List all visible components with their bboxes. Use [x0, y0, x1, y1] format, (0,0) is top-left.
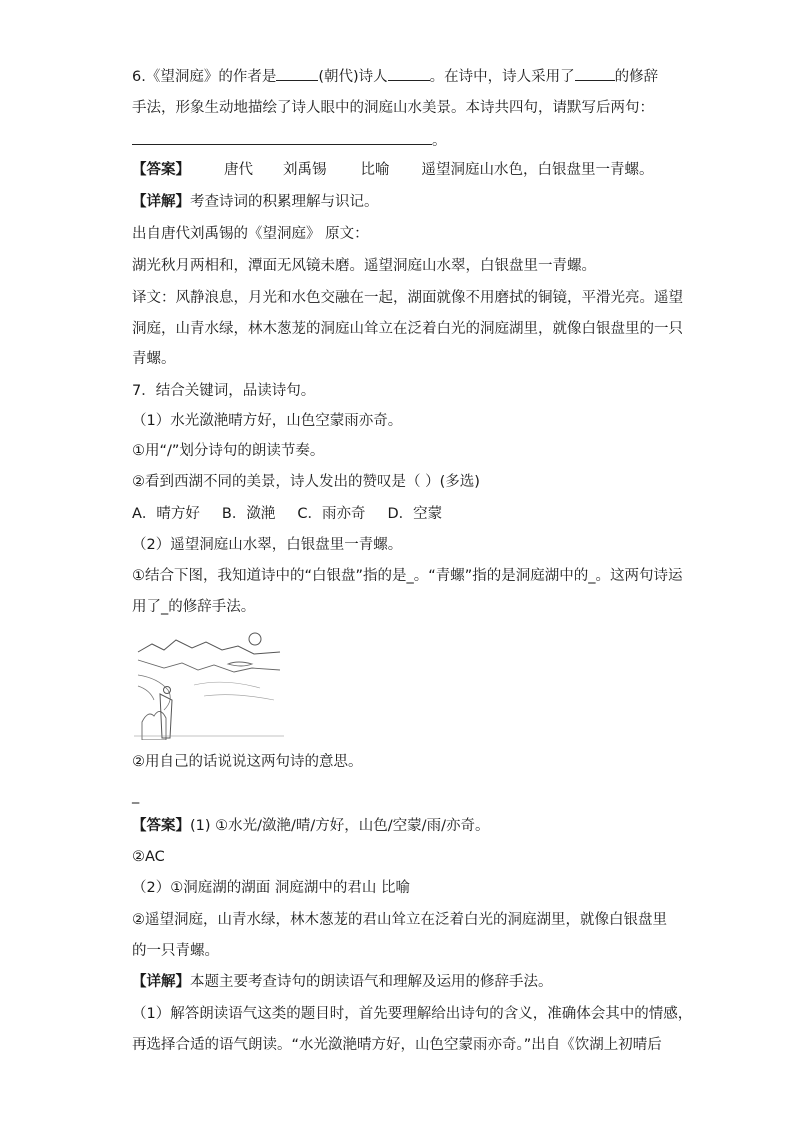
- q7-part1-q1: ①用“/”划分诗句的朗读节奏。: [132, 443, 325, 459]
- answer-blank: [276, 66, 318, 81]
- q7-title: 7．结合关键词，品读诗句。: [132, 383, 316, 399]
- q6-stem-line-2: 手法，形象生动地描绘了诗人眼中的洞庭山水美景。本诗共四句，请默写后两句：: [132, 100, 654, 116]
- option-d: D．空蒙: [387, 506, 443, 522]
- q7-part2-q2: ②用自己的话说说这两句诗的意思。: [132, 754, 363, 770]
- option-b: B．潋滟: [221, 506, 276, 522]
- q6-translation-2: 洞庭，山青水绿，林木葱茏的洞庭山耸立在泛着白光的洞庭湖里，就像白银盘里的一只: [132, 321, 683, 337]
- q7-answer-1: (1) ①水光/潋滟/晴/方好，山色/空蒙/雨/亦奇。: [190, 818, 490, 834]
- answer-blank-long: [132, 130, 432, 145]
- q7-part1-q2: ②看到西湖不同的美景，诗人发出的赞叹是（ ）(多选): [132, 474, 480, 490]
- q7-part2: （2）遥望洞庭山水翠，白银盘里一青螺。: [132, 537, 403, 553]
- option-a: A．晴方好: [132, 506, 200, 522]
- answer-label: 【答案】: [132, 818, 190, 834]
- left-shore-lines: [138, 675, 170, 710]
- figure-head: [164, 687, 171, 694]
- q6-source: 出自唐代刘禹锡的《望洞庭》 原文：: [132, 226, 369, 242]
- q6-original-poem: 湖光秋月两相和，潭面无风镜未磨。遥望洞庭山水翠，白银盘里一青螺。: [132, 258, 596, 274]
- lake-illustration: [134, 630, 284, 740]
- q7-detail-line: [132, 972, 553, 992]
- q6-translation-1: 译文：风静浪息，月光和水色交融在一起，湖面就像不用磨拭的铜镜，平滑光亮。遥望: [132, 290, 683, 306]
- q7-underscore: _: [132, 788, 140, 804]
- q6-text-a: 6.《望洞庭》的作者是: [132, 69, 277, 85]
- q6-detail-text: 考查诗词的积累理解与识记。: [190, 194, 379, 210]
- q6-text-c: 。在诗中，诗人采用了: [429, 69, 575, 85]
- answer-blank: [575, 66, 615, 81]
- q7-answer-line-4: ②遥望洞庭，山青水绿，林木葱茏的君山耸立在泛着白光的洞庭湖里，就像白银盘里: [132, 912, 667, 928]
- q7-detail-text: 本题主要考查诗句的朗读语气和理解及运用的修辞手法。: [190, 974, 553, 990]
- q7-answer-line-3: （2）①洞庭湖的湖面 洞庭湖中的君山 比喻: [132, 880, 410, 896]
- q6-detail-line: [132, 192, 379, 212]
- q7-part2-q1-line-2: 用了_的修辞手法。: [132, 599, 256, 615]
- water-ripples: [194, 682, 274, 700]
- answer-label: 【答案】: [132, 162, 190, 178]
- q7-detail-line-3: 再选择合适的语气朗读。“水光潋滟晴方好，山色空蒙雨亦奇。”出自《饮湖上初晴后: [132, 1037, 662, 1053]
- detail-label: 【详解】: [132, 194, 190, 210]
- q6-translation-3: 青螺。: [132, 351, 176, 367]
- detail-label: 【详解】: [132, 974, 190, 990]
- q7-answer-line-1: [132, 816, 489, 836]
- q6-answer-2: 刘禹锡: [283, 162, 327, 178]
- q7-answer-line-2: ②AC: [132, 849, 165, 865]
- q7-part2-q1-line-1: ①结合下图，我知道诗中的“白银盘”指的是_。“青螺”指的是洞庭湖中的_。这两句诗运: [132, 568, 683, 584]
- q7-answer-line-5: 的一只青螺。: [132, 943, 219, 959]
- q6-stem-line-3: [132, 130, 447, 151]
- q6-text-d: 的修辞: [614, 69, 659, 85]
- q6-stem-line-1: [132, 66, 658, 87]
- shore-line: [138, 660, 280, 672]
- q6-answer-1: 唐代: [224, 162, 253, 178]
- q6-answer-4: 遥望洞庭山水色，白银盘里一青螺。: [421, 162, 654, 178]
- q7-options: [132, 504, 442, 524]
- moon-shape: [249, 633, 261, 645]
- answer-blank: [388, 66, 430, 81]
- q7-part1: （1）水光潋滟晴方好，山色空蒙雨亦奇。: [132, 413, 403, 429]
- q6-answer-3: 比喻: [360, 162, 390, 178]
- option-c: C．雨亦奇: [297, 506, 366, 522]
- q6-answer-line: [132, 160, 654, 180]
- q6-text-b: (朝代)诗人: [318, 69, 388, 85]
- q7-detail-line-2: （1）解答朗读语气这类的题目时，首先要理解给出诗句的含义，准确体会其中的情感，: [132, 1006, 693, 1022]
- q6-line3-end: 。: [432, 133, 447, 149]
- mountain-ridge: [138, 640, 280, 654]
- island-shape: [228, 662, 252, 666]
